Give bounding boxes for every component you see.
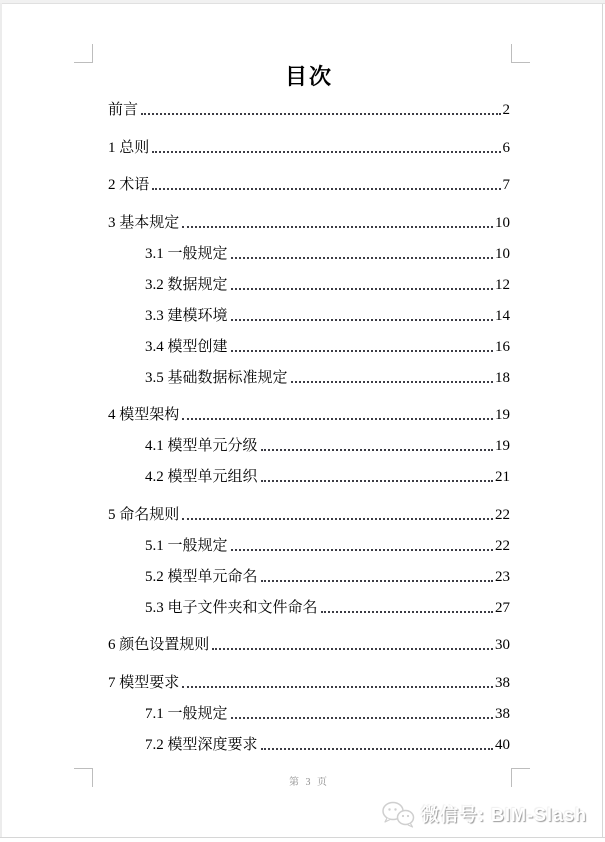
page-title: 目次 [284, 64, 333, 89]
toc-dot-leader [321, 611, 493, 613]
toc-entry-label: 5.3 电子文件夹和文件命名 [145, 599, 318, 616]
toc-entry-label: 前言 [108, 102, 139, 118]
toc-entry-label: 4 模型架构 [108, 407, 180, 423]
toc-entry-label: 5 命名规则 [108, 506, 180, 523]
toc-entry-label: 4.2 模型单元组织 [145, 469, 258, 485]
toc-entry-label: 3.4 模型创建 [145, 338, 228, 355]
toc-entry[interactable] [108, 623, 510, 654]
toc-entry-page-number: 6 [502, 139, 510, 156]
toc-entry-label: 4.1 模型单元分级 [145, 438, 258, 454]
toc-entry[interactable] [108, 586, 510, 617]
toc-dot-leader [231, 350, 493, 352]
toc-entry-label: 7.2 模型深度要求 [145, 736, 258, 753]
toc-entry-page-number: 14 [495, 307, 510, 324]
toc-entry-page-number: 12 [495, 276, 510, 293]
toc-entry[interactable] [108, 524, 510, 555]
toc-entry[interactable] [108, 126, 510, 157]
toc-entry-page-number: 30 [495, 637, 510, 653]
toc-entry-label: 3 基本规定 [108, 214, 180, 231]
toc-dot-leader [231, 549, 493, 551]
toc-entry-page-number: 38 [495, 705, 510, 722]
toc-dot-leader [261, 580, 493, 582]
toc-entry-label: 3.1 一般规定 [145, 245, 228, 262]
toc-entry-page-number: 27 [495, 599, 510, 616]
watermark-label: 微信号: BIM-Slash [420, 805, 587, 825]
toc-dot-leader [261, 748, 493, 750]
toc-entry[interactable] [108, 723, 510, 754]
toc-entry-label: 7 模型要求 [108, 674, 180, 691]
watermark [380, 799, 587, 829]
toc-entry-label: 3.5 基础数据标准规定 [145, 369, 288, 386]
toc-entry-label: 3.3 建模环境 [145, 307, 228, 324]
toc-entry-page-number: 18 [495, 369, 510, 386]
toc-entry[interactable] [108, 325, 510, 356]
toc-dot-leader [231, 257, 493, 259]
toc-entry[interactable] [108, 555, 510, 586]
toc-entry-page-number: 16 [495, 338, 510, 355]
toc-entry[interactable] [108, 201, 510, 232]
page-right-edge [602, 4, 603, 838]
page-bottom-edge [0, 837, 605, 838]
toc-entry-page-number: 40 [495, 736, 510, 753]
toc-entry-page-number: 2 [502, 102, 510, 118]
toc-entry-page-number: 21 [495, 469, 510, 485]
toc-entry[interactable] [108, 493, 510, 524]
toc-dot-leader [261, 449, 493, 451]
text-boundary-mark-bottom-right [511, 768, 530, 787]
page-number-footer: 第 3 页 [289, 777, 329, 788]
toc-dot-leader [291, 381, 493, 383]
toc-entry[interactable] [108, 163, 510, 194]
toc-entry-label: 5.2 模型单元命名 [145, 568, 258, 585]
text-boundary-mark-bottom-left [74, 768, 93, 787]
toc-entry-page-number: 19 [495, 407, 510, 423]
toc-dot-leader [231, 319, 493, 321]
toc-entry-page-number: 22 [495, 506, 510, 523]
toc-dot-leader [231, 288, 493, 290]
toc-entry[interactable] [108, 356, 510, 387]
toc-dot-leader [182, 226, 493, 228]
toc-dot-leader [182, 418, 493, 420]
toc-entry-label: 7.1 一般规定 [145, 705, 228, 722]
toc-entry[interactable] [108, 661, 510, 692]
text-boundary-mark-top-left [74, 44, 93, 63]
toc-entry-label: 6 颜色设置规则 [108, 637, 210, 653]
toc-dot-leader [212, 648, 493, 650]
toc-entry-page-number: 10 [495, 214, 510, 231]
toc-entry-page-number: 19 [495, 438, 510, 454]
toc-entry-page-number: 23 [495, 568, 510, 585]
text-boundary-mark-top-right [511, 44, 530, 63]
toc-entry-label: 3.2 数据规定 [145, 276, 228, 293]
wechat-icon [380, 799, 416, 829]
toc-entry-page-number: 38 [495, 674, 510, 691]
toc-dot-leader [182, 518, 493, 520]
toc-entry-label: 2 术语 [108, 177, 150, 193]
toc-dot-leader [141, 113, 500, 115]
toc-dot-leader [231, 717, 493, 719]
toc-entry-page-number: 22 [495, 537, 510, 554]
toc-entry[interactable] [108, 232, 510, 263]
toc-entry[interactable] [108, 424, 510, 455]
toc-entry-page-number: 10 [495, 245, 510, 262]
toc-entry-label: 1 总则 [108, 139, 150, 156]
toc-entry[interactable] [108, 263, 510, 294]
toc-entry-label: 5.1 一般规定 [145, 537, 228, 554]
toc-entry[interactable] [108, 88, 510, 119]
toc-entry[interactable] [108, 455, 510, 486]
toc-dot-leader [261, 480, 493, 482]
image-top-border [0, 0, 605, 4]
toc-entry[interactable] [108, 294, 510, 325]
toc-entry[interactable] [108, 393, 510, 424]
toc-list [108, 88, 510, 754]
toc-entry-page-number: 7 [502, 177, 510, 193]
page-left-edge [0, 3, 2, 838]
toc-entry[interactable] [108, 692, 510, 723]
toc-dot-leader [152, 151, 500, 153]
toc-dot-leader [182, 686, 493, 688]
toc-dot-leader [152, 188, 500, 190]
